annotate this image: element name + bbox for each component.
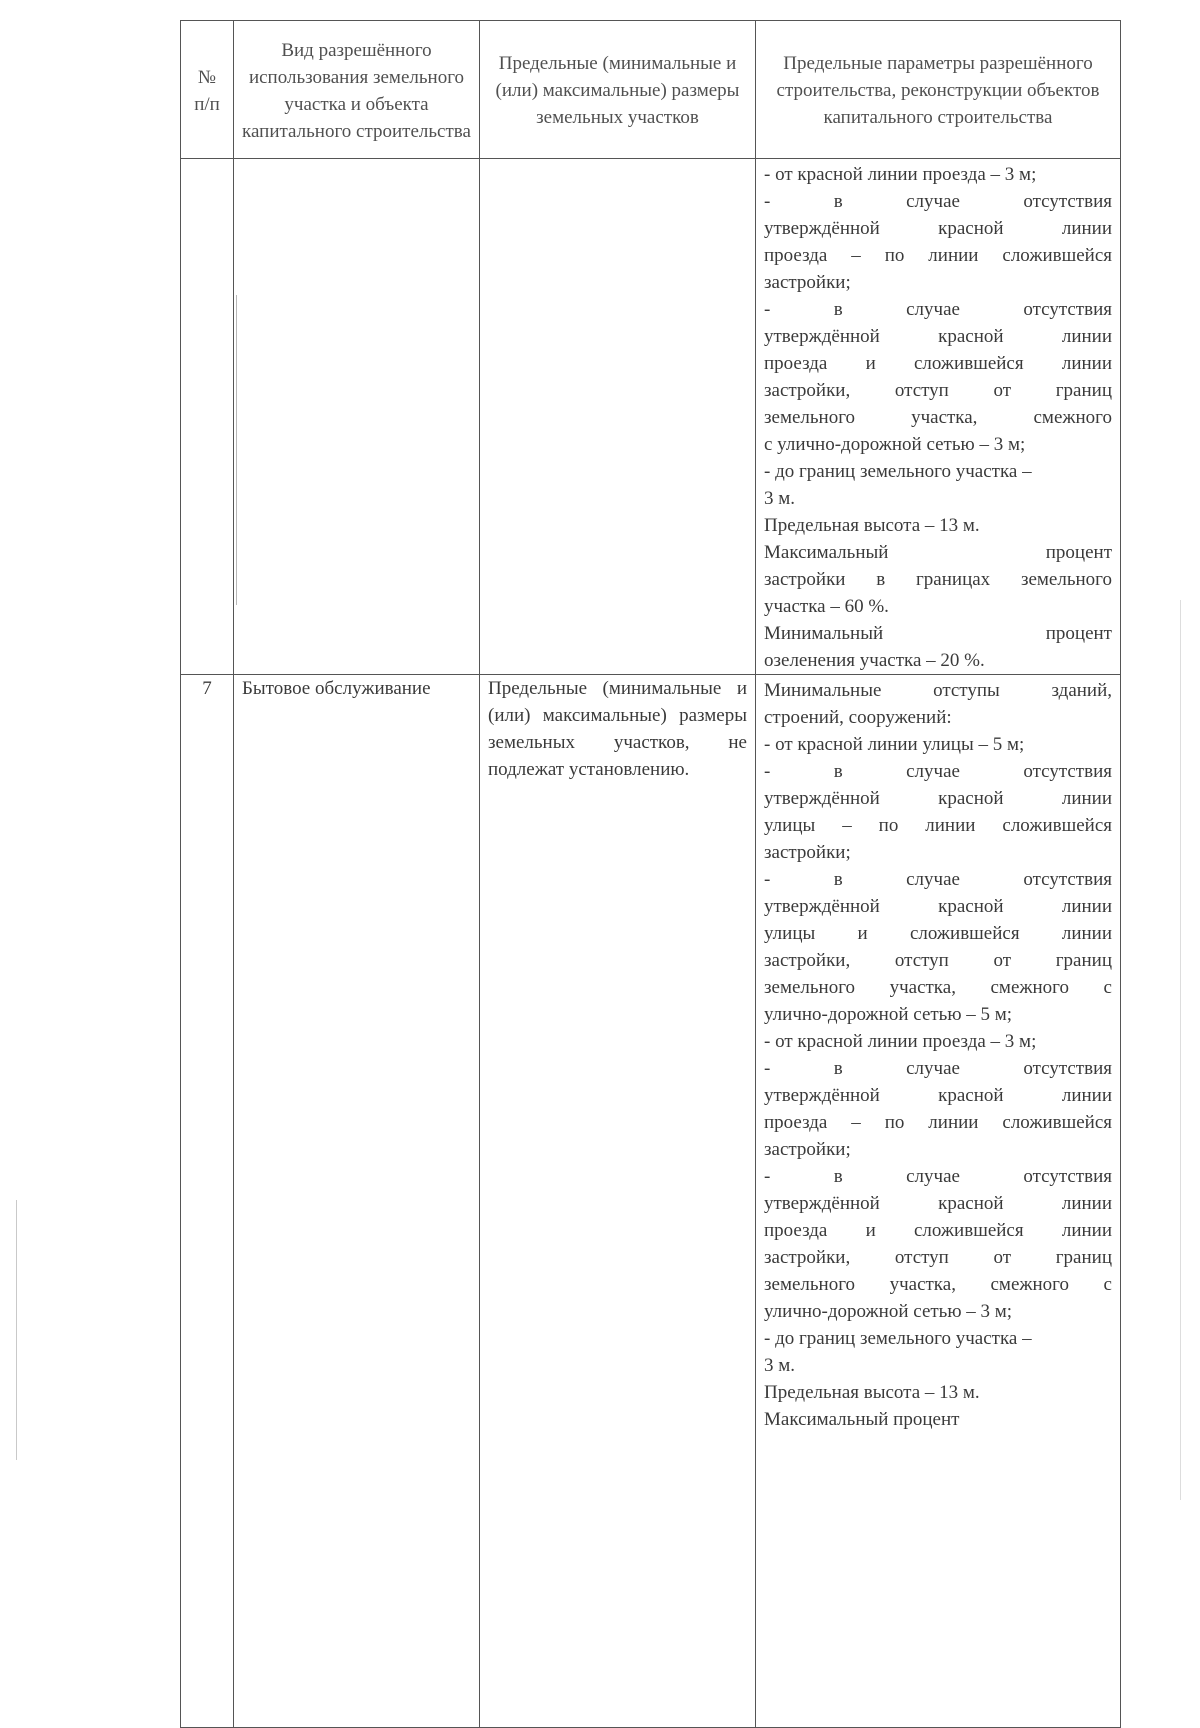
header-plot-sizes: Предельные (минимальные и (или) максимальные) размеры земельных участков <box>480 21 756 159</box>
params-line: проезда – по линии сложившейся <box>764 245 1112 266</box>
params-line: проезда и сложившейся линии <box>764 1220 1112 1241</box>
params-line: Максимальный процент <box>764 1409 960 1430</box>
params-line: - в случае отсутствия <box>764 191 1112 212</box>
land-use-regulations-table <box>180 20 1121 1728</box>
plot-sizes-cell <box>480 159 756 675</box>
params-line: застройки в границах земельного <box>764 569 1112 590</box>
params-line: застройки, отступ от границ <box>764 950 1112 971</box>
params-line: улицы – по линии сложившейся <box>764 815 1112 836</box>
use-type-cell: Бытовое обслуживание <box>234 675 480 1728</box>
params-line: Максимальный процент <box>764 542 1112 563</box>
header-construction-params: Предельные параметры разрешённого строительства, реконструкции объектов капитального строительства <box>756 21 1121 159</box>
params-line: утверждённой красной линии <box>764 326 1112 347</box>
params-line: утверждённой красной линии <box>764 1085 1112 1106</box>
params-lines <box>764 161 1112 674</box>
params-line: земельного участка, смежного <box>764 407 1112 428</box>
params-line: - в случае отсутствия <box>764 299 1112 320</box>
scan-edge-mark-left <box>16 1200 17 1460</box>
table-row <box>181 675 1121 1728</box>
params-line: - от красной линии проезда – 3 м; <box>764 1031 1037 1052</box>
params-line: - до границ земельного участка – <box>764 461 1032 482</box>
plot-sizes-cell: Предельные (минимальные и (или) максимальные) размеры земельных участков, не подлежат установлению. <box>480 675 756 1728</box>
params-line: утверждённой красной линии <box>764 896 1112 917</box>
row-number-cell: 7 <box>181 675 234 1728</box>
params-line: проезда и сложившейся линии <box>764 353 1112 374</box>
params-line: улично-дорожной сетью – 3 м; <box>764 1301 1013 1322</box>
params-line: утверждённой красной линии <box>764 218 1112 239</box>
params-line: застройки; <box>764 842 851 863</box>
params-line: - от красной линии проезда – 3 м; <box>764 164 1037 185</box>
params-line: улично-дорожной сетью – 5 м; <box>764 1004 1013 1025</box>
params-line: утверждённой красной линии <box>764 1193 1112 1214</box>
params-line: - в случае отсутствия <box>764 869 1112 890</box>
params-line: 3 м. <box>764 488 796 509</box>
construction-params-cell <box>756 675 1121 1728</box>
row-number-cell <box>181 159 234 675</box>
params-line: Предельная высота – 13 м. <box>764 1382 980 1403</box>
params-line: с улично-дорожной сетью – 3 м; <box>764 434 1026 455</box>
params-line: улицы и сложившейся линии <box>764 923 1112 944</box>
params-line: Минимальные отступы зданий, <box>764 680 1112 701</box>
params-line: Минимальный процент <box>764 623 1112 644</box>
table-header-row <box>181 21 1121 159</box>
params-line: озеленения участка – 20 %. <box>764 650 985 671</box>
header-num: № п/п <box>181 21 234 159</box>
params-line: строений, сооружений: <box>764 707 952 728</box>
params-line: 3 м. <box>764 1355 796 1376</box>
params-line: проезда – по линии сложившейся <box>764 1112 1112 1133</box>
params-line: Предельная высота – 13 м. <box>764 515 980 536</box>
params-line: застройки, отступ от границ <box>764 380 1112 401</box>
params-line: застройки; <box>764 1139 851 1160</box>
params-line: участка – 60 %. <box>764 596 889 617</box>
params-line: земельного участка, смежного с <box>764 1274 1112 1295</box>
params-line: земельного участка, смежного с <box>764 977 1112 998</box>
params-line: - в случае отсутствия <box>764 1058 1112 1079</box>
params-line: застройки; <box>764 272 851 293</box>
scan-edge-mark-right <box>1180 600 1181 1500</box>
params-line: утверждённой красной линии <box>764 788 1112 809</box>
params-line: - от красной линии улицы – 5 м; <box>764 734 1025 755</box>
params-lines <box>764 677 1112 1433</box>
params-line: - в случае отсутствия <box>764 1166 1112 1187</box>
params-line: застройки, отступ от границ <box>764 1247 1112 1268</box>
use-type-cell <box>234 159 480 675</box>
params-line: - в случае отсутствия <box>764 761 1112 782</box>
params-line: - до границ земельного участка – <box>764 1328 1032 1349</box>
header-use-type: Вид разрешённого использования земельного участка и объекта капитального строительства <box>234 21 480 159</box>
table-row <box>181 159 1121 675</box>
construction-params-cell <box>756 159 1121 675</box>
